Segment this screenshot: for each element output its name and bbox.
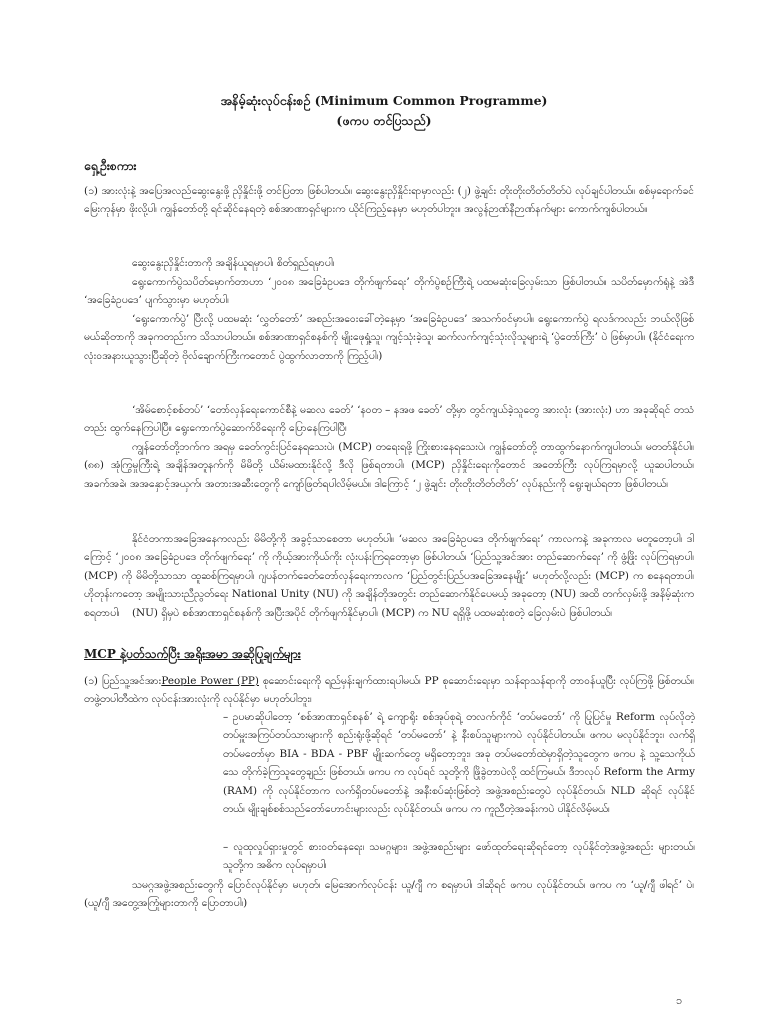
paragraph-6: ကျွန်တော်တို့ဘက်က အရမှ ခေတ်ကွင်းပြင်နေရသေးပဲ၊ (MCP) တရေးရဖို့ ကြိုးစားနေရသေးပဲ၊ ကျွန်တော်တို့ တာထွက်နောက်ကျပါတယ်၊ မတတ်နိုင်ပါ။ (၈၈) အုံကြွမှုကြီးရဲ့ အချိန်အတူနက်ကို မိမိတို့ ယိမ်းမထားနိုင်လို့ ဒီလို ဖြစ်ရတာပါ၊ (MCP) ညှိနှိုင်းရေးကိုတောင် အတော်ကြီး လုပ်ကြရမှာလို့ ယူဆပါတယ်၊ အခက်အခဲ၊ အအနှောင့်အယှက်၊ အတားအဆီးတွေကို ကျော်ဖြတ်ရပါလိမ့်မယ်။ ဒါကြောင့် ‘၂ ဖွဲ့ချင်း တိုးတိုးတိတ်တိတ်’ လုပ်နည်းကို ရွေးချယ်ရတာ ဖြစ်ပါတယ်၊ <box>84 441 694 490</box>
paragraph-pp <box>84 672 694 709</box>
paragraph-8: (NU) ရှိမှပဲ စစ်အာဏာရှင်စနစ်ကို အပြီးအပိုင် တိုက်ဖျက်နိုင်မှာပါ၊ (MCP) က NU ရရှိဖို့ ပထမဆုံးစတဲ့ ခြေလှမ်းပဲ ဖြစ်ပါတယ်၊ <box>132 607 613 619</box>
page-number: ၁ <box>676 994 683 1007</box>
closing-paragraph: သမဂ္ဂအဖွဲ့အစည်းတွေကို ပြောင်လုပ်နိုင်မှာ မဟုတ်၊ မြေအောက်လုပ်ငန်း ယူ/ဂျီ က စရမှာပါ၊ ဒါဆိုရင် ဖကပ လုပ်နိုင်တယ်၊ ဖကပ က ‘ယူ/ဂျီ ဖါရင်’ ပဲ၊ (ယူ/ဂျီ အတွေ့အကြုံများတာကို ပြောတာပါ၊) <box>84 879 694 910</box>
dash-item-army-reform: – ဥပမာဆိုပါတော့ ‘စစ်အာဏာရှင်စနစ်’ ရဲ့ ကျောရိုး စစ်အုပ်စုရဲ့ တလက်ကိုင် ‘တပ်မတော်’ ကို ပြုပြင်မှု Reform လုပ်လိုတဲ့ တပ်မှူးအကြပ်တပ်သားများကို စည်းရုံးဖို့ဆိုရင် ‘တပ်မတော်’ နဲ့ နီးစပ်သူများကပဲ လုပ်နိုင်ပါတယ်။ ဖကပ မလုပ်နိုင်ဘူး၊ လက်ရှိတပ်မတော်မှာ BIA - BDA - PBF မျိုးဆက်တွေ မရှိတော့ဘူး၊ အခု တပ်မတော်ထဲမှာရှိတဲ့သူတွေက ဖကပ နဲ့ သူ့သေကိုယ်သေ တိုက်ခဲ့ကြသူတွေချည်း ဖြစ်တယ်၊ ဖကပ က လုပ်ရင် သူတို့ကို ဖြိုခွဲတာပဲလို့ ထင်ကြမယ်၊ ဒီဘလုပ် Reform the Army (RAM) ကို လုပ်နိုင်တာက လက်ရှိတပ်မတော်နဲ့ အနီးစပ်ဆုံးဖြစ်တဲ့ အဖွဲ့အစည်းတွေပဲ လုပ်နိုင်တယ်၊ NLD ဆိုရင် လုပ်နိုင်တယ်၊ မျိုးချစ်စစ်သည်တော်ဟောင်းများလည်း လုပ်နိုင်တယ်၊ ဖကပ က ကူညီတဲ့အခန်းကပဲ ပါနိုင်လိမ့်မယ်၊ <box>223 711 695 816</box>
section-heading-preface: ရှေ့ဦးစကား <box>84 159 137 173</box>
pp-prefix: (၁) ပြည်သူ့အင်အား <box>84 675 162 687</box>
dash-item-mass-movement: – လူထုလှုပ်ရှားမှုတွင် စားဝတ်နေရေး၊ သမဂ္ဂများ၊ အဖွဲ့အစည်းများ ဖော်ထုတ်ရေးဆိုရင်တော့ လုပ်နိုင်တဲ့အဖွဲ့အစည်း များတယ်၊ သူတို့က အဓိက လုပ်ရမှာပါ၊ <box>223 841 695 872</box>
paragraph-7: နိုင်ငံတကာအခြေအနေကလည်း မိမိတို့ကို အခွင့်သာစေတာ မဟုတ်ပါ။ ‘မဆလ အခြေခံဥပဒေ တိုက်ဖျက်ရေး’ ကာလကနဲ့ အခုကာလ မတူတော့ပါ၊ ဒါကြောင့် ‘၂၀၀၈ အခြေခံဥပဒေ တိုက်ဖျက်ရေး’ ကို ကိုယ့်အားကိုယ်ကိုး လုံးပန်းကြရတော့မှာ ဖြစ်ပါတယ်၊ ‘ပြည်သူ့အင်အား တည်ဆောက်ရေး’ ကို ဖွံ့ဖြိုး လုပ်ကြရမှာပါ၊ (MCP) ကို မိမိတို့သာသာ ထူဆစ်ကြရမှာပါ၊ ဂျပန်တက်ခေတ်တော်လှန်ရေးကာလက ‘ပြည်တွင်းပြည်ပအခြေအနေမျိုး’ မဟုတ်လို့လည်း (MCP) က စနေရတာပါ၊ ဟိုတုန်းကတော့ အမျိုးသားညီညွတ်ရေး National Unity (NU) ကို အချိန်တိုအတွင်း တည်ဆောက်နိုင်ပေမယ့် အခုတော့ (NU) အထိ တက်လှမ်းဖို့ အနိမ့်ဆုံးက စရတာပါ၊ <box>84 533 694 619</box>
section-heading-mcp: MCP နဲ့ပတ်သက်ပြီး အရိုးအမာ အဆိုပြုချက်များ <box>84 647 301 661</box>
paragraph-4: ‘ရွေးကောက်ပွဲ’ ပြီးလို့ ပထမဆုံး ‘လွှတ်တော်’ အစည်းအဝေးခေါ်တဲ့နေ့မှာ ‘အခြေခံဥပဒေ’ အသက်ဝင်မှာပါ။ ရွေးကောက်ပွဲ ရလဒ်ကလည်း ဘယ်လိုဖြစ်မယ်ဆိုတာကို အခုကတည်းက သိသာပါတယ်။ စစ်အာဏာရှင်စနစ်ကို မျိုးဖေုရှုံ့သူ၊ ကျင့်သုံးခဲ့သူ၊ ဆက်လက်ကျင့်သုံးလိုသူများရဲ့ ‘ပွဲတော်ကြီး’ ပဲ ဖြစ်မှာပါ။ (နိုင်ငံရေးက လုံးဝအနားယူသွားပြီဆိုတဲ့ ဗိုလ်ချောက်ကြီးကတောင် ပွဲထွက်လာတာကို ကြည့်ပါ၊) <box>84 313 694 362</box>
paragraph-2: ဆွေးနွေးညှိနှိုင်းတာကို အချိန်ယူရမှာပါ၊ စိတ်ရှည်ရမှာပါ၊ <box>132 257 335 269</box>
pp-suffix: စုဆောင်းရေးကို ရည်မှန်းချက်ထားရပါမယ်၊ PP စုဆောင်းရေးမှာ သန်ရာသန်ရာကို တာဝန်ယူပြီး လုပ်ကြဖို့ ဖြစ်တယ်။ တဖွဲ့တပါတီထဲက လုပ်ငန်းအားလုံးကို လုပ်နိုင်မှာ မဟုတ်ပါဘူး၊ <box>84 675 694 706</box>
document-title: အနိမ့်ဆုံးလုပ်ငန်းစဉ် (Minimum Common Programme) <box>220 93 548 108</box>
paragraph-1: (၁) အားလုံးနဲ့ အပြေအလည်ဆွေးနွေးဖို့ ညှိနှိုင်းဖို့ တင်ပြတာ ဖြစ်ပါတယ်။ ဆွေးနွေးညှိနှိုင်းရာမှာလည်း (၂) ဖွဲ့ချင်း တိုးတိုးတိတ်တိတ်ပဲ လုပ်ချင်ပါတယ်။ စစ်မှရောက်ခင် မြေးကုန်မှာ ဖိုးလို့ပါ၊ ကျွန်တော်တို့ ရင်ဆိုင်နေရတဲ့ စစ်အာဏာရှင်များက ယိုင်ကြည့်နေမှာ မဟုတ်ပါဘူး။ အလွန်ဉာဏ်နီဉာဏ်နက်များ ကောက်ကျစ်ပါတယ်။ <box>84 185 694 216</box>
document-subtitle: (ဖကပ တင်ပြသည်) <box>336 113 432 128</box>
paragraph-5: ‘အိမ်စောင့်စစ်တပ်’ ‘တော်လှန်ရေးကောင်စီနဲ့ မဆလ ခေတ်’ ‘နဝတ – နအဖ ခေတ်’ တို့မှာ တွင်ကျယ်ခဲ့သူတွေ အားလုံး (အားလုံး) ဟာ အခုဆိုရင် တသံတည်း ထွက်နေကြပါပြီ။ ရွေးကောက်ပွဲဆောက်ဝိရေးကို ပြောနေကြပါပြီ၊ <box>84 404 694 435</box>
people-power-term: People Power (PP) <box>161 675 259 687</box>
paragraph-3: ရွေးကောက်ပွဲသပိတ်မှောက်တာဟာ ‘၂၀၀၈ အခြေခံဥပဒေ တိုက်ဖျက်ရေး’ တိုက်ပွဲစဉ်ကြီးရဲ့ ပထမဆုံးခြေလှမ်းသာ ဖြစ်ပါတယ်။ သပိတ်မှောက်ရုံနဲ့ အဲဒီ ‘အခြေခံဥပဒေ’ ပျက်သွားမှာ မဟုတ်ပါ၊ <box>84 276 694 307</box>
